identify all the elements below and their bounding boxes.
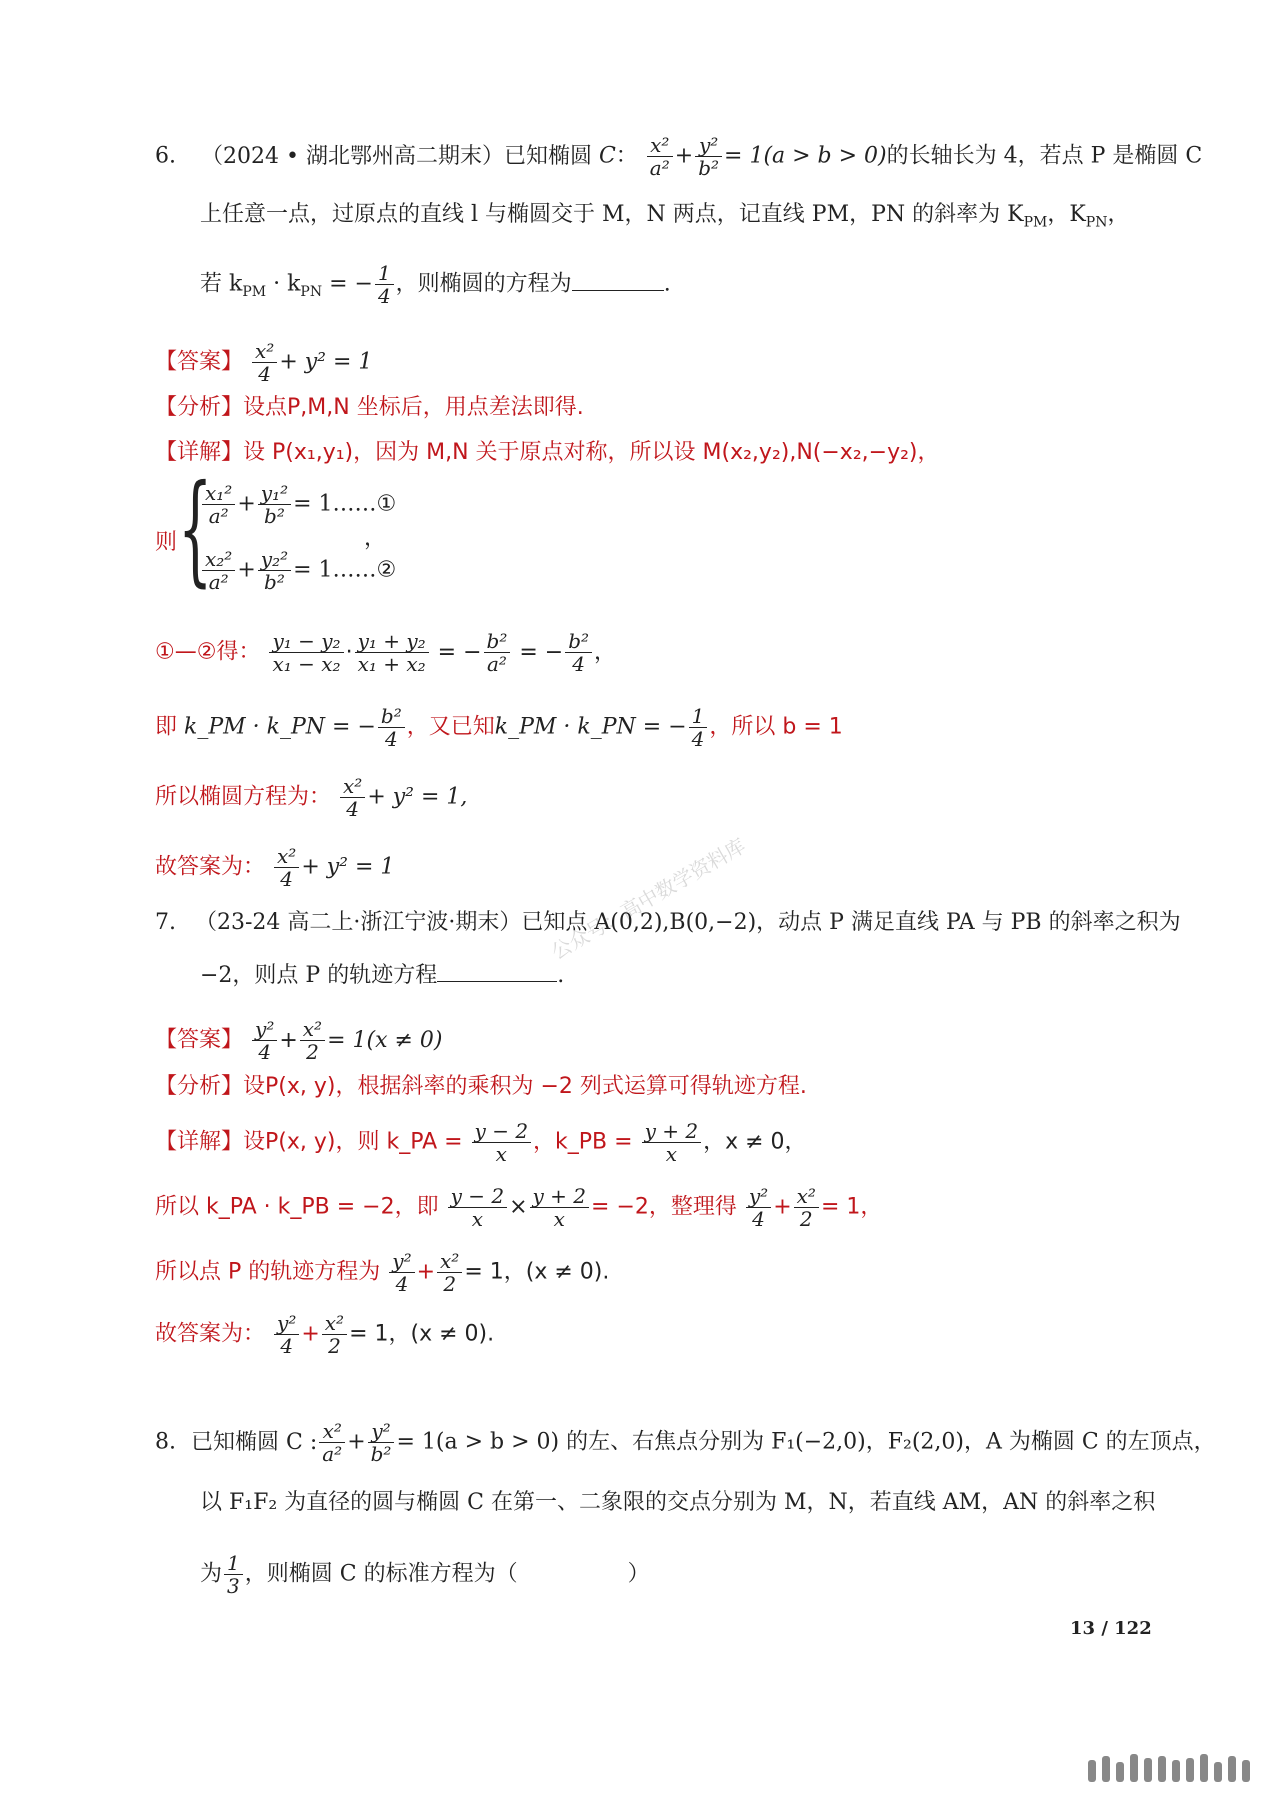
fraction: $\frac{\text{y²}}{\text{b²}}$ <box>695 134 722 179</box>
system-brace: { <box>178 460 213 599</box>
detail-text: = 1， <box>820 1194 883 1220</box>
detail6-then: 则 <box>155 530 178 555</box>
answer-label: 【答案】 <box>155 1027 244 1053</box>
fraction: $\frac{\text{y²}}{4}$ <box>389 1250 414 1295</box>
fraction: $\frac{\text{y²}}{4}$ <box>274 1312 299 1357</box>
answer-blank[interactable] <box>437 957 557 982</box>
problem-text: ，则椭圆 C 的标准方程为（ ） <box>244 1561 650 1587</box>
fraction: $\frac{\text{b²}}{\text{a²}}$ <box>484 630 511 675</box>
detail-label: 所以椭圆方程为： <box>155 784 332 810</box>
problem-text: ，则椭圆的方程为 <box>395 271 572 297</box>
subscript: PM <box>1023 214 1048 231</box>
problem-text: ，K <box>1047 202 1086 227</box>
ellipse-name: C <box>598 143 616 169</box>
times-sign: × <box>509 1194 528 1220</box>
detail-label: 【详解】 <box>155 440 244 465</box>
detail7-line4: 故答案为： $\frac{\text{y²}}{4}$ + $\frac{\text{x²}}{2}$ = 1，(x ≠ 0). <box>155 1311 495 1358</box>
problem-text: . <box>663 271 671 297</box>
detail-expression: + y² = 1, <box>367 784 468 810</box>
problem6-line2 <box>200 200 1129 237</box>
fraction: $\frac{\text{x²}}{4}$ <box>340 775 365 820</box>
detail-label: 故答案为： <box>155 854 266 880</box>
analysis-text: 设P(x, y)，根据斜率的乘积为 −2 列式运算可得轨迹方程. <box>243 1074 807 1099</box>
problem7-line2 <box>200 957 564 991</box>
fraction: $\frac{1}{3}$ <box>224 1552 243 1597</box>
detail-text: ，k_PB = <box>533 1129 633 1155</box>
problem-text: 若 k <box>200 271 243 297</box>
answer-blank[interactable] <box>572 266 664 291</box>
detail7-line2: 所以 k_PA · k_PB = −2，即 $\frac{y - 2}{x}$ × $\frac{y + 2}{x}$ = −2，整理得 $\frac{\text{y²}}{4}$ + $\frac{\text{x²}}{2}$ = 1， <box>155 1184 883 1231</box>
fraction: $\frac{\text{x²}}{4}$ <box>252 340 277 385</box>
equation-tail: = 1……② <box>293 557 397 583</box>
detail6-ji <box>155 705 843 750</box>
fraction: $\frac{\text{x₂²}}{\text{a²}}$ <box>202 548 235 593</box>
fraction: $\frac{1}{4}$ <box>375 262 394 307</box>
fraction: $\frac{\text{y₂²}}{\text{b²}}$ <box>258 548 291 593</box>
detail7-line3: 所以点 P 的轨迹方程为 $\frac{\text{y²}}{4}$ + $\frac{\text{x²}}{2}$ = 1，(x ≠ 0). <box>155 1249 610 1296</box>
detail-expression: k_PM · k_PN = − <box>494 714 687 740</box>
fraction: $\frac{\text{y²}}{4}$ <box>746 1185 771 1230</box>
system-comma: ， <box>364 526 387 551</box>
problem-text: ， <box>1107 202 1130 227</box>
fraction: $\frac{y - 2}{x}$ <box>448 1185 508 1230</box>
detail-expression: + y² = 1 <box>301 854 395 880</box>
fraction: $\frac{\text{y₁ + y₂}}{\text{x₁ + x₂}}$ <box>355 630 429 675</box>
analysis-label: 【分析】 <box>155 1074 244 1099</box>
fraction: $\frac{\text{x²}}{\text{a²}}$ <box>647 134 673 179</box>
problem-text: 已知椭圆 C : <box>191 1429 318 1455</box>
problem-text: 为 <box>200 1561 223 1587</box>
problem-number: 8. <box>155 1429 176 1455</box>
detail-text: 设P(x, y)，则 k_PA = <box>243 1129 463 1155</box>
fraction: $\frac{y + 2}{x}$ <box>530 1185 590 1230</box>
fraction: $\frac{\text{y₁²}}{\text{b²}}$ <box>258 482 291 527</box>
problem-text: −2，则点 P 的轨迹方程 <box>200 963 438 988</box>
fraction: $\frac{\text{b²}}{4}$ <box>378 705 405 750</box>
detail6-diff: ①—②得： $\frac{\text{y₁ − y₂}}{\text{x₁ − x₂}}$ · $\frac{\text{y₁ + y₂}}{\text{x₁ + x₂}}$ = − $\frac{\text{b²}}{\text{a²}}$ = − $\frac{\text{b²}}{4}$ ， <box>155 629 617 676</box>
detail-text: = −2，整理得 <box>591 1194 737 1220</box>
problem8-line3 <box>200 1552 650 1597</box>
subscript: PN <box>1085 214 1108 231</box>
subscript: PM <box>242 283 267 300</box>
subscript: PN <box>300 283 323 300</box>
analysis-text: 设点P,M,N 坐标后，用点差法即得. <box>243 395 584 420</box>
problem-text: （23-24 高二上·浙江宁波·期末）已知点 A(0,2),B(0,−2)，动点 P 满足直线 PA 与 PB 的斜率之积为 <box>195 910 1181 935</box>
answer-label: 【答案】 <box>155 349 244 375</box>
problem8-line1: 8. 已知椭圆 C : $\frac{\text{x²}}{\text{a²}}$ + $\frac{\text{y²}}{\text{b²}}$ = 1(a > b > 0) 的左、右焦点分别为 F₁(−2,0)，F₂(2,0)，A 为椭圆 C 的左顶点， <box>155 1419 1216 1466</box>
fraction: $\frac{\text{x²}}{\text{a²}}$ <box>319 1420 345 1465</box>
equation-tail: = 1……① <box>293 491 397 517</box>
problem-source: （2024 • 湖北鄂州高二期末）已知椭圆 <box>201 143 592 169</box>
problem-text: . <box>557 963 565 988</box>
fraction: $\frac{\text{x²}}{2}$ <box>300 1018 325 1063</box>
analysis6 <box>155 393 584 423</box>
detail-text: ，x ≠ 0， <box>703 1129 807 1155</box>
detail-label: 故答案为： <box>155 1321 266 1347</box>
system-eq2: $\frac{\text{x₂²}}{\text{a²}}$ + $\frac{\text{y₂²}}{\text{b²}}$ = 1……② <box>200 548 396 593</box>
system-eq1: $\frac{\text{x₁²}}{\text{a²}}$ + $\frac{\text{y₁²}}{\text{b²}}$ = 1……① <box>200 482 396 527</box>
page-number: 13 / 122 <box>1070 1618 1152 1639</box>
detail6-eq <box>155 775 467 820</box>
detail-expression: = 1，(x ≠ 0). <box>349 1321 495 1347</box>
fraction: $\frac{\text{x²}}{2}$ <box>322 1312 347 1357</box>
analysis7 <box>155 1072 807 1102</box>
answer6 <box>155 340 372 385</box>
analysis-label: 【分析】 <box>155 395 244 420</box>
fraction: $\frac{\text{x²}}{4}$ <box>274 845 299 890</box>
fraction: $\frac{\text{x²}}{2}$ <box>794 1185 819 1230</box>
detail-label: ①—②得： <box>155 639 261 665</box>
answer7: 【答案】 $\frac{\text{y²}}{4}$ + $\frac{\text{x²}}{2}$ = 1(x ≠ 0) <box>155 1017 443 1064</box>
detail-expression: = 1，(x ≠ 0). <box>464 1259 610 1285</box>
problem6-line3 <box>200 262 671 307</box>
answer-expression: + y² = 1 <box>279 349 373 375</box>
detail-text: 设 P(x₁,y₁)，因为 M,N 关于原点对称，所以设 M(x₂,y₂),N(−x₂,−y₂)， <box>243 440 940 465</box>
detail-text: ，所以 b = 1 <box>709 714 843 740</box>
problem6-line1: 6. （2024 • 湖北鄂州高二期末）已知椭圆 C： $\frac{\text{x²}}{\text{a²}}$ + $\frac{\text{y²}}{\text{b²}}$ = 1(a > b > 0)的长轴长为 4，若点 P 是椭圆 C <box>155 133 1203 180</box>
detail-text: 所以 k_PA · k_PB = −2，即 <box>155 1194 439 1220</box>
problem-text: 的长轴长为 4，若点 P 是椭圆 C <box>886 143 1203 169</box>
fraction: $\frac{\text{y²}}{4}$ <box>252 1018 277 1063</box>
fraction: $\frac{\text{y₁ − y₂}}{\text{x₁ − x₂}}$ <box>269 630 343 675</box>
detail-label: 【详解】 <box>155 1129 244 1155</box>
detail6-final <box>155 845 394 890</box>
detail-text: 所以点 P 的轨迹方程为 <box>155 1259 381 1285</box>
fraction: $\frac{\text{y²}}{\text{b²}}$ <box>368 1420 395 1465</box>
answer-expression: = 1(x ≠ 0) <box>327 1027 443 1053</box>
fraction: $\frac{y - 2}{x}$ <box>472 1120 532 1165</box>
problem-text: · k <box>266 271 301 297</box>
detail-text: ，又已知 <box>406 714 495 740</box>
fraction: $\frac{\text{x²}}{2}$ <box>437 1250 462 1295</box>
detail6-line1 <box>155 438 940 468</box>
problem7-line1 <box>155 908 1181 938</box>
problem-number: 6. <box>155 143 176 169</box>
fraction: $\frac{\text{x₁²}}{\text{a²}}$ <box>202 482 235 527</box>
detail-label: 即 <box>155 714 178 740</box>
problem8-line2: 以 F₁F₂ 为直径的圆与椭圆 C 在第一、二象限的交点分别为 M，N，若直线 AM，AN 的斜率之积 <box>200 1490 1156 1515</box>
problem-text: 上任意一点，过原点的直线 l 与椭圆交于 M，N 两点，记直线 PM，PN 的斜率为 K <box>200 202 1024 227</box>
equation-tail: = 1(a > b > 0) <box>724 143 887 169</box>
watermark: 公众号：高中数学资料库 <box>547 833 750 965</box>
detail-expression: k_PM · k_PN = − <box>184 714 376 740</box>
problem-number: 7. <box>155 910 176 935</box>
detail7-line1 <box>155 1120 807 1165</box>
problem-text: = 1(a > b > 0) 的左、右焦点分别为 F₁(−2,0)，F₂(2,0)，A 为椭圆 C 的左顶点， <box>396 1429 1216 1455</box>
problem-text: = − <box>322 271 373 297</box>
bars-icon <box>1088 1754 1250 1782</box>
fraction: $\frac{y + 2}{x}$ <box>642 1120 702 1165</box>
fraction: $\frac{1}{4}$ <box>689 705 708 750</box>
fraction: $\frac{\text{b²}}{4}$ <box>565 630 592 675</box>
